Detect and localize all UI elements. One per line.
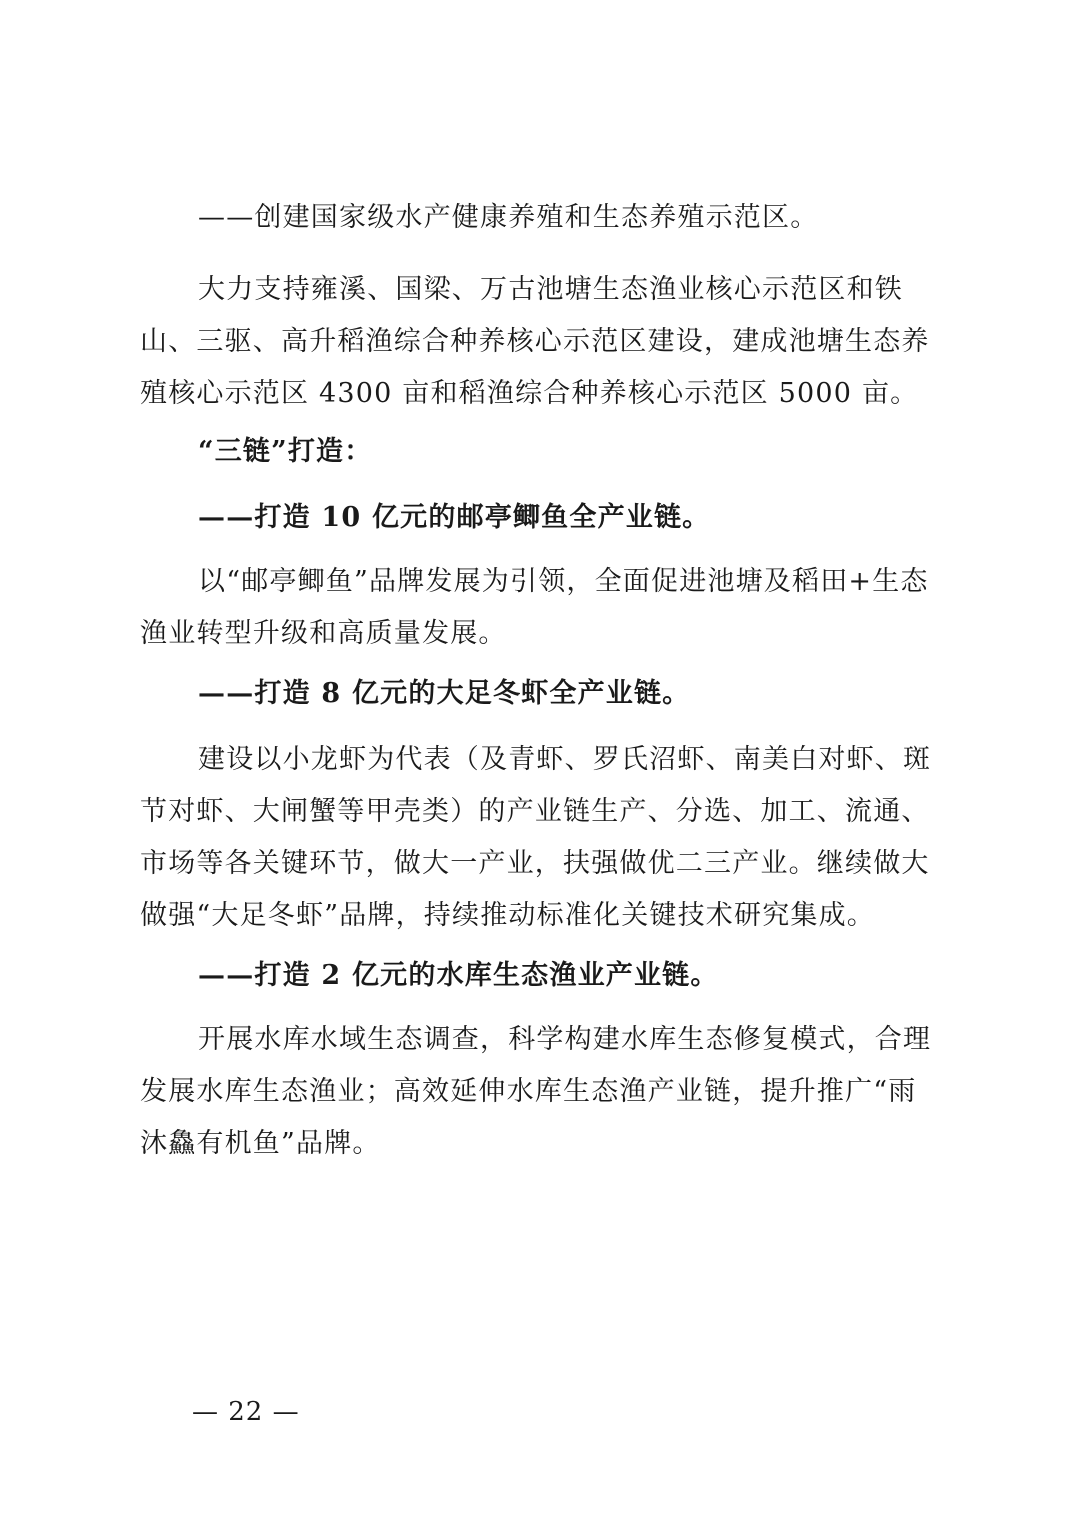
paragraph-demo-zone-heading: ——创建国家级水产健康养殖和生态养殖示范区。 xyxy=(198,202,819,233)
paragraph-youting-crucian-body: 以“邮亭鲫鱼”品牌发展为引领，全面促进池塘及稻田+生态渔业转型升级和高质量发展。 xyxy=(140,566,929,649)
paragraph-reservoir-heading: ——打造 2 亿元的水库生态渔业产业链。 xyxy=(198,960,719,991)
paragraph-dazu-shrimp-heading: ——打造 8 亿元的大足冬虾全产业链。 xyxy=(198,678,691,709)
paragraph-reservoir-body: 开展水库水域生态调查，科学构建水库生态修复模式，合理发展水库生态渔业；高效延伸水库生态渔产业链，提升推广“雨沐鱻有机鱼”品牌。 xyxy=(140,1024,932,1159)
paragraph-three-chains-heading: “三链”打造： xyxy=(198,436,373,467)
paragraph-youting-crucian-heading: ——打造 10 亿元的邮亭鲫鱼全产业链。 xyxy=(198,502,711,533)
page-number: — 22 — xyxy=(192,1397,300,1427)
paragraph-dazu-shrimp-body: 建设以小龙虾为代表（及青虾、罗氏沼虾、南美白对虾、斑节对虾、大闸蟹等甲壳类）的产业链生产、分选、加工、流通、市场等各关键环节，做大一产业，扶强做优二三产业。继续做大做强“大足冬虾”品牌，持续推动标准化关键技术研究集成。 xyxy=(140,744,932,931)
paragraph-demo-zone-body: 大力支持雍溪、国梁、万古池塘生态渔业核心示范区和铁山、三驱、高升稻渔综合种养核心示范区建设，建成池塘生态养殖核心示范区 4300 亩和稻渔综合种养核心示范区 5000 亩。 xyxy=(140,274,930,409)
